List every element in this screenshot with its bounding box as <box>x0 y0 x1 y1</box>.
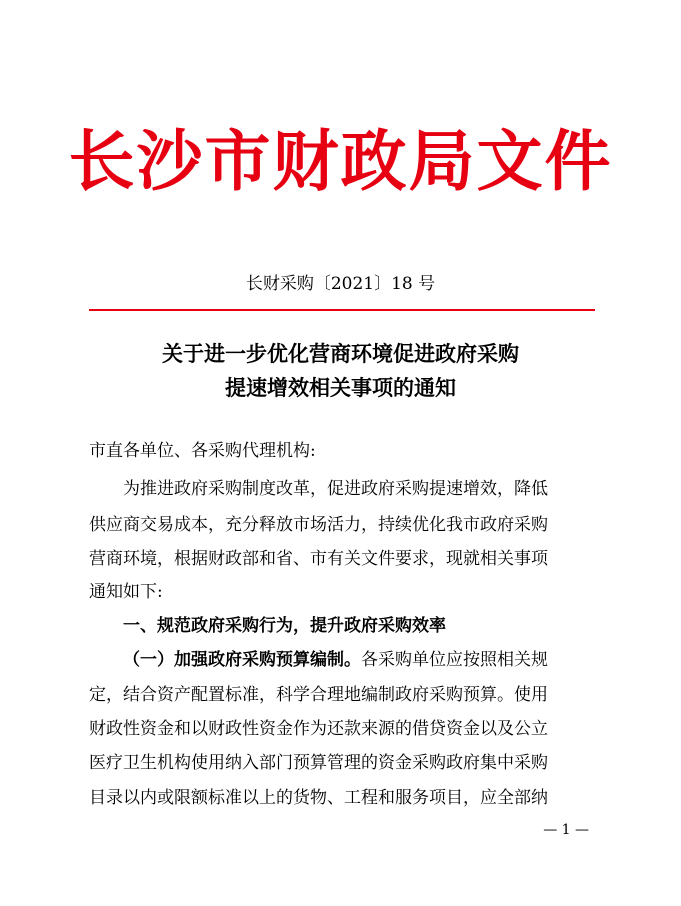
page-number: — 1 — <box>543 822 589 838</box>
document-number: 长财采购〔2021〕18 号 <box>245 274 436 294</box>
item-line: 定，结合资产配置标准，科学合理地编制政府采购预算。使用 <box>89 685 548 705</box>
item-text: 各采购单位应按照相关规 <box>361 650 548 670</box>
masthead-title: 长沙市财政局文件 <box>68 122 613 200</box>
intro-line: 营商环境，根据财政部和省、市有关文件要求，现就相关事项 <box>89 549 548 569</box>
item-lead: （一）加强政府采购预算编制。 <box>123 650 361 670</box>
notice-title-line-1: 关于进一步优化营商环境促进政府采购 <box>162 341 519 366</box>
item-line: 医疗卫生机构使用纳入部门预算管理的资金采购政府集中采购 <box>89 753 548 773</box>
notice-title-line-2: 提速增效相关事项的通知 <box>225 375 456 400</box>
intro-line: 供应商交易成本，充分释放市场活力，持续优化我市政府采购 <box>89 515 548 535</box>
item-line: 财政性资金和以财政性资金作为还款来源的借贷资金以及公立 <box>89 719 548 739</box>
section-heading: 一、规范政府采购行为，提升政府采购效率 <box>123 616 446 636</box>
item-first-line <box>123 652 548 669</box>
salutation: 市直各单位、各采购代理机构: <box>89 441 316 461</box>
item-line: 目录以内或限额标准以上的货物、工程和服务项目，应全部纳 <box>89 788 548 808</box>
red-divider-line <box>89 309 595 311</box>
intro-line: 通知如下: <box>89 582 163 602</box>
intro-line: 为推进政府采购制度改革，促进政府采购提速增效，降低 <box>123 479 548 499</box>
